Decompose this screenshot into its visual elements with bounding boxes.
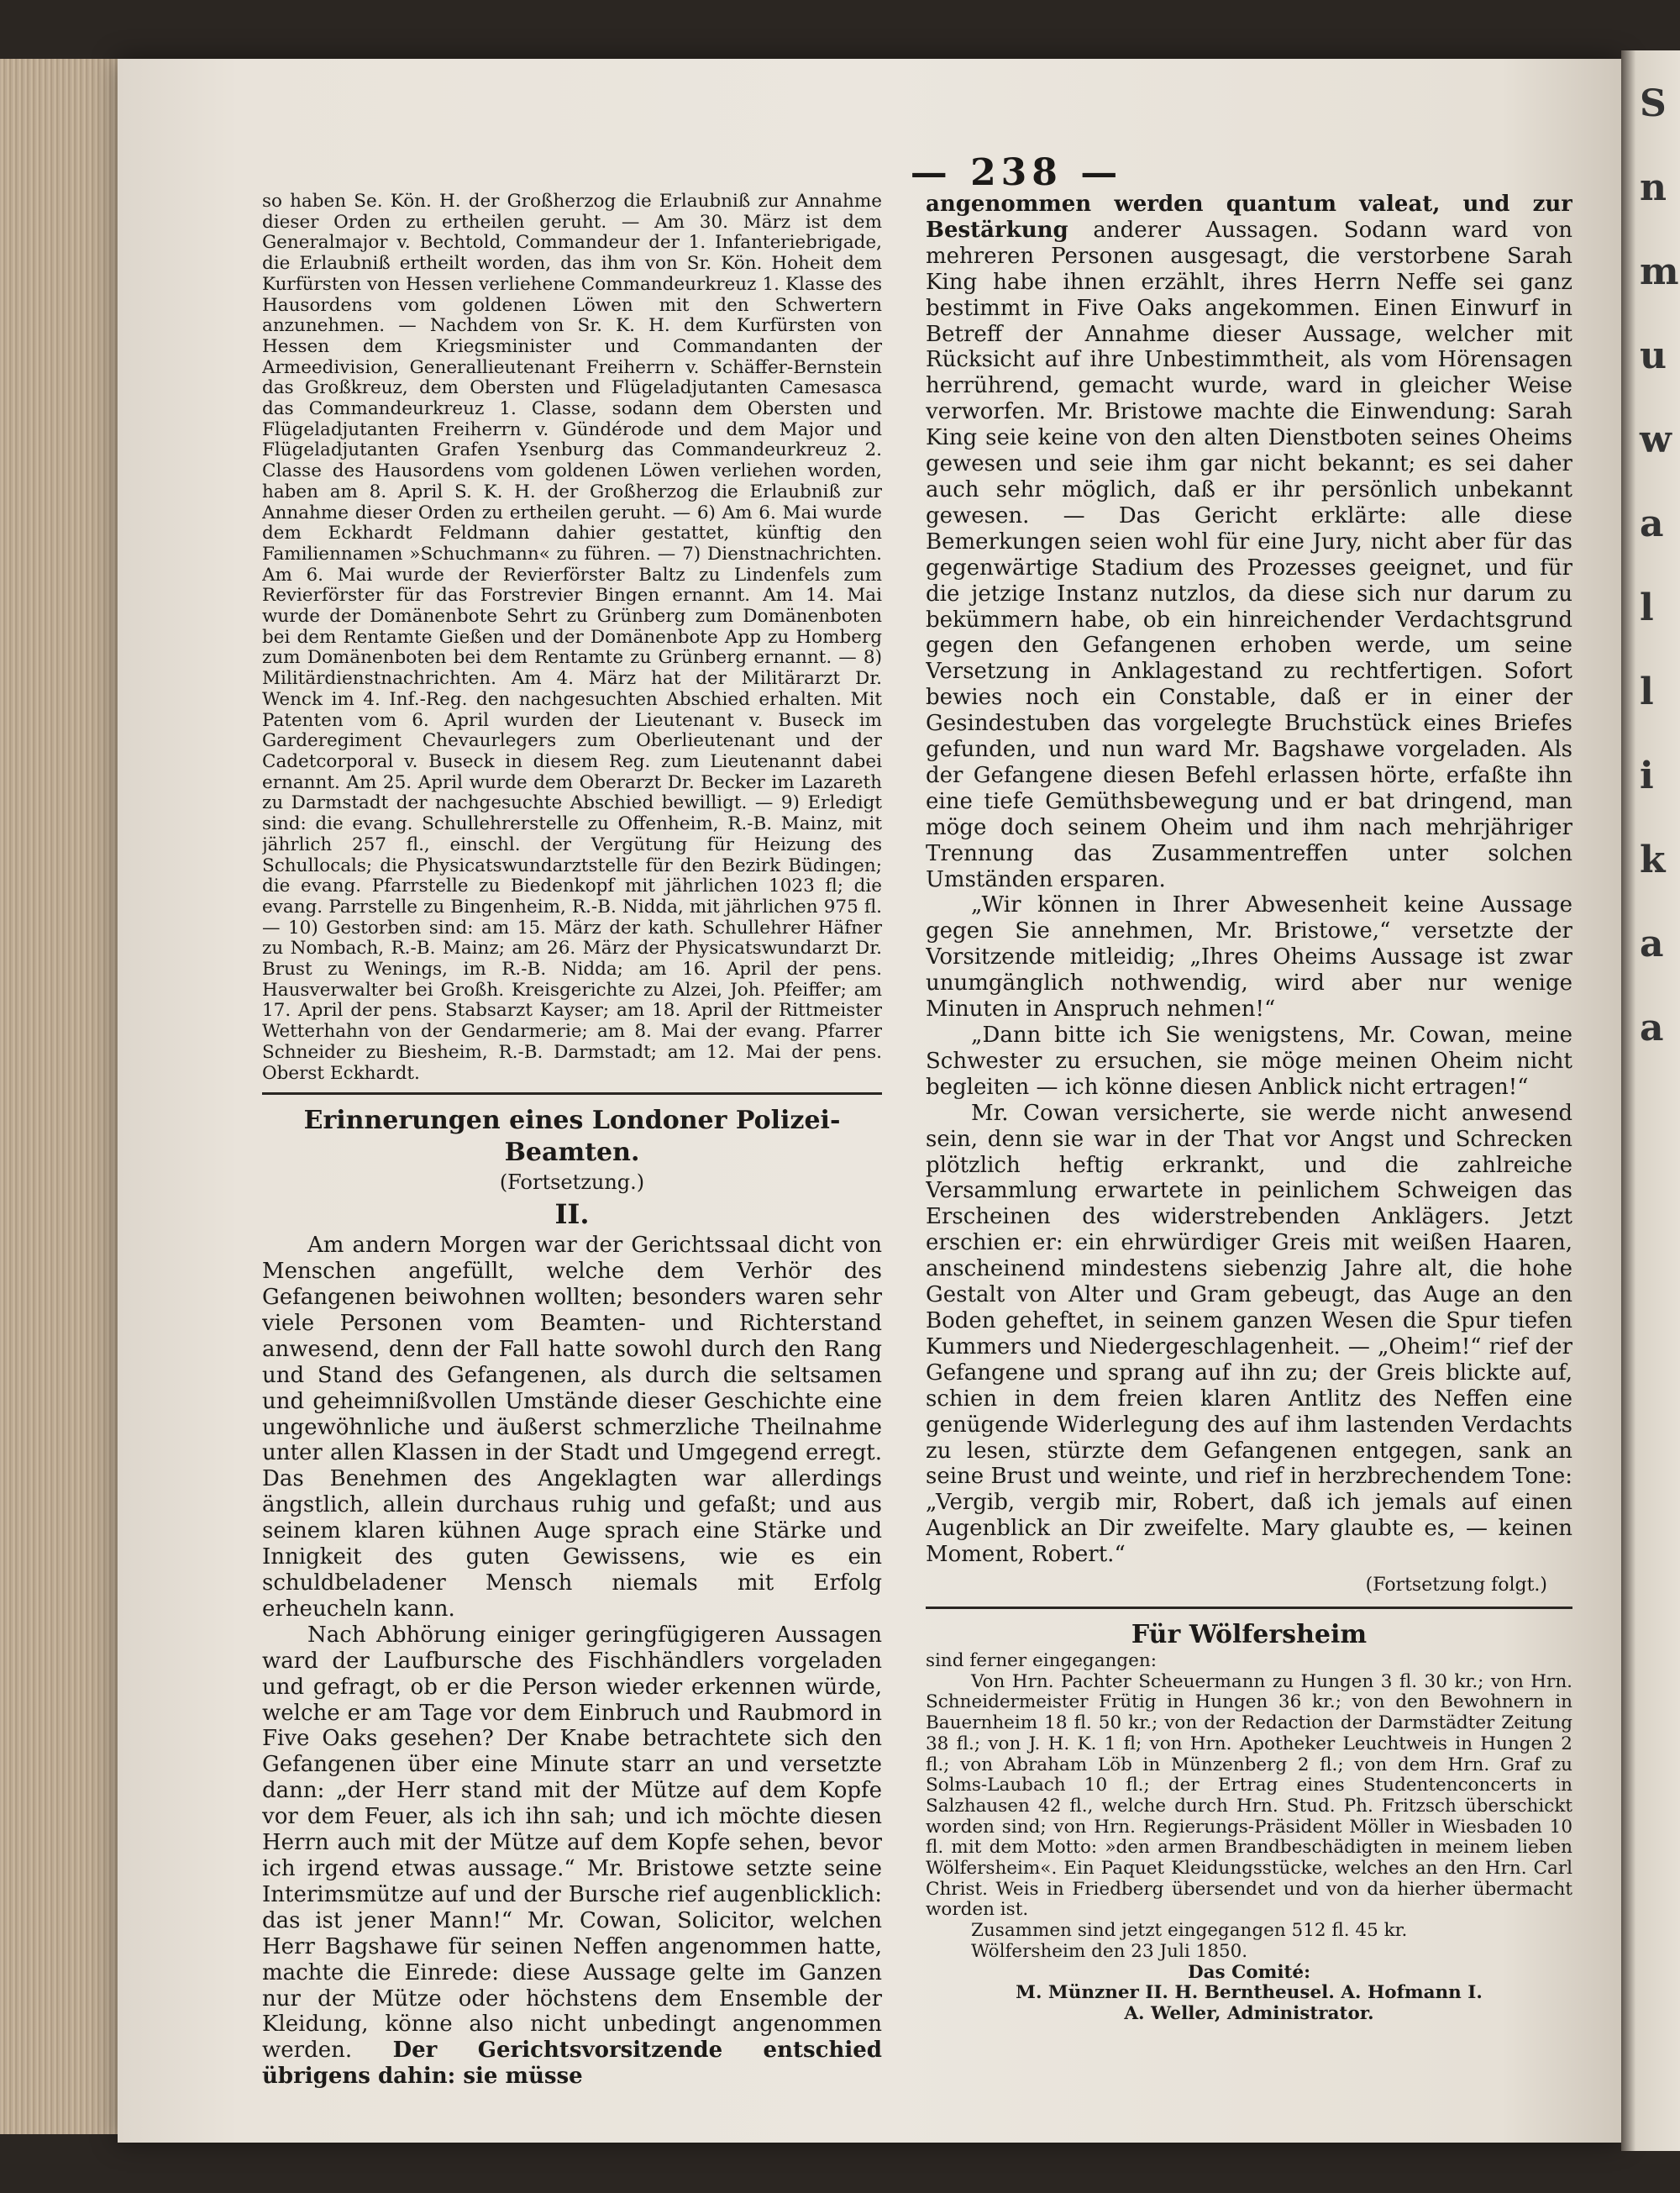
committee-label: Das Comité: <box>1187 1961 1311 1983</box>
story-paragraph <box>262 1622 882 2090</box>
story-paragraph: Mr. Cowan versicherte, sie werde nicht anwesend sein, denn sie war in der That vor Angst und Schrecken plötzlich heftig erkrankt, und die zahlreiche Versammlung erwartete in peinlichem Schweigen das Erscheinen des widerstrebenden Anklägers. Jetzt erschien er: ein ehrwürdiger Greis mit weißen Haaren, anscheinend mindestens siebenzig Jahre alt, die hohe Gestalt von Alter und Gram gebeugt, das Auge an den Boden geheftet, in seinem ganzen Wesen die Spur tiefen Kummers und Niedergeschlagenheit. — „Oheim!“ rief der Gefangene und sprang auf ihn zu; der Greis blickte auf, schien in dem freien klaren Antlitz des Neffen eine genügende Widerlegung des auf ihm lastenden Verdachts zu lesen, stürzte dem Gefangenen entgegen, sank an seine Brust und weinte, und rief in herzbrechendem Tone: „Vergib, vergib mir, Robert, daß ich jemals auf einen Augenblick an Dir zweifelte. Mary glaubte es, — keinen Moment, Robert.“ <box>926 1100 1572 1568</box>
facing-page-letter: k <box>1640 839 1666 881</box>
story-quote-paragraph: „Dann bitte ich Sie wenigstens, Mr. Cowan, meine Schwester zu ersuchen, sie möge meinen Oheim nicht begleiten — ich könne diesen Anblick nicht ertragen!“ <box>926 1023 1572 1100</box>
story-quote-paragraph: „Wir können in Ihrer Abwesenheit keine Aussage gegen Sie annehmen, Mr. Bristowe,“ versetzte der Vorsitzende mitleidig; „Ihres Oheims Aussage ist zwar unumgänglich nothwendig, wird aber nur wenige Minuten in Anspruch nehmen!“ <box>926 892 1572 1023</box>
facing-page-letter: a <box>1640 502 1664 545</box>
facing-page-letter: a <box>1640 1007 1664 1049</box>
donation-total: Zusammen sind jetzt eingegangen 512 fl. 45 kr. <box>971 1920 1408 1942</box>
committee-names: M. Münzner II. H. Berntheusel. A. Hofmann I. <box>1016 1982 1483 2004</box>
official-news-paragraph: so haben Se. Kön. H. der Großherzog die Erlaubniß zur Annahme dieser Orden zu ertheilen geruht. — Am 30. März ist dem Generalmajor v. Bechtold, Commandeur der 1. Infanteriebrigade, die Erlaubniß ertheilt worden, das ihm von Sr. Kön. Hoheit dem Kurfürsten von Hessen verliehene Commandeurkreuz 1. Klasse des Hausordens vom goldenen Löwen mit den Schwertern anzunehmen. — Nachdem von Sr. K. H. dem Kurfürsten von Hessen dem Kriegsminister und Commandanten der Armeedivision, Generallieutenant Freiherrn v. Schäffer-Bernstein das Großkreuz, dem Obersten und Flügeladjutanten Camesasca das Commandeurkreuz 1. Classe, sodann dem Obersten und Flügeladjutanten Freiherrn v. Gündérode und dem Major und Flügeladjutanten Grafen Ysenburg das Commandeurkreuz 2. Classe des Hausordens vom goldenen Löwen verliehen worden, haben am 8. April S. K. H. der Großherzog die Erlaubniß zur Annahme dieser Orden zu ertheilen geruht. — 6) Am 6. Mai wurde dem Eckhardt Feldmann dahier gestattet, künftig den Familiennamen »Schuchmann« zu führen. — 7) Dienstnachrichten. Am 6. Mai wurde der Revierförster Baltz zu Lindenfels zum Revierförster für das Forstrevier Bingen ernannt. Am 14. Mai wurde der Domänenbote Sehrt zu Grünberg zum Domänenboten bei dem Rentamte Gießen und der Domänenbote App zu Homberg zum Domänenboten bei dem Rentamte zu Grünberg ernannt. — 8) Militärdienstnachrichten. Am 4. März hat der Militärarzt Dr. Wenck im 4. Inf.-Reg. den nachgesuchten Abschied erhalten. Mit Patenten vom 6. April wurden der Lieutenant v. Buseck im Garderegiment Chevaurlegers zum Oberlieutenant und der Cadetcorporal v. Buseck in diesem Reg. zum Lieutenannt dabei ernannt. Am 25. April wurde dem Oberarzt Dr. Becker im Lazareth zu Darmstadt der nachgesuchte Abschied bewilligt. — 9) Erledigt sind: die evang. Schullehrerstelle zu Offenheim, R.-B. Mainz, mit jährlich 257 fl., einschl. der Vergütung für Heizung des Schullocals; die Physicatswundarztstelle für den Bezirk Büdingen; die evang. Pfarrstelle zu Biedenkopf mit jährlichen 1023 fl; die evang. Parrstelle zu Bingenheim, R.-B. Nidda, mit jährlichen 975 fl. — 10) Gestorben sind: am 15. März der kath. Schullehrer Häfner zu Nombach, R.-B. Mainz; am 26. März der Physicatswundarzt Dr. Brust zu Wenings, im R.-B. Nidda; am 16. April der pens. Hausverwalter bei Großh. Kreisgerichte zu Alzei, Joh. Pfeiffer; am 17. April der pens. Stabsarzt Kayser; am 18. April der Rittmeister Wetterhahn von der Gendarmerie; am 8. Mai der evang. Pfarrer Schneider zu Biesheim, R.-B. Darmstadt; am 12. Mai der pens. Oberst Eckhardt. <box>262 192 882 1084</box>
facing-page-letter: l <box>1640 586 1654 629</box>
facing-page-letter: i <box>1640 755 1654 797</box>
donation-title: Für Wölfersheim <box>1131 1620 1368 1650</box>
facing-page-letter: m <box>1640 250 1679 293</box>
story-paragraph-bold-text: angenommen werden quantum valeat, und zur Bestärkung <box>926 192 1572 243</box>
facing-page-letter: w <box>1640 418 1672 461</box>
facing-page-letter: l <box>1640 671 1654 713</box>
story-paragraph: Am andern Morgen war der Gerichtssaal dicht von Menschen angefüllt, welche dem Verhör des Gefangenen beiwohnen wollten; besonders waren sehr viele Personen vom Beamten- und Richterstand anwesend, denn der Fall hatte sowohl durch den Rang und Stand des Gefangenen, als durch die seltsamen und geheimnißvollen Umstände dieser Geschichte eine ungewöhnliche und äußerst schmerzliche Theilnahme unter allen Klassen in der Stadt und Umgegend erregt. Das Benehmen des Angeklagten war allerdings ängstlich, allein durchaus ruhig und gefaßt; und aus seinem klaren kühnen Auge sprach eine Stärke und Innigkeit des guten Gewissens, wie es ein schuldbeladener Mensch niemals mit Erfolg erheucheln kann. <box>262 1233 882 1622</box>
story-continued-note: (Fortsetzung.) <box>499 1170 645 1195</box>
story-paragraph <box>926 192 1572 892</box>
facing-page-letter: S <box>1640 82 1667 125</box>
chapter-number: II. <box>554 1198 590 1231</box>
story-paragraph-text: anderer Aussagen. Sodann ward von mehreren Personen ausgesagt, die verstorbene Sarah King habe ihnen erzählt, ihres Herrn Neffe sei ganz bestimmt in Five Oaks angekommen. Einen Einwurf in Betreff der Annahme dieser Aussage, welcher mit Rücksicht auf ihre Unbestimmtheit, als vom Hörensagen herrührend, gemacht wurde, ward in gleicher Weise verworfen. Mr. Bristowe machte die Einwendung: Sarah King seie keine von den alten Dienstboten seines Oheims gewesen und seie ihm gar nicht bekannt; es sei daher auch sehr möglich, daß er ihr persönlich unbekannt gewesen. — Das Gericht erklärte: alle diese Bemerkungen seien wohl für eine Jury, nicht aber für das gegenwärtige Stadium des Prozesses geeignet, und für die jetzige Instanz nutzlos, da diese sich nur darum zu bekümmern habe, ob ein hinreichender Verdachtsgrund gegen den Gefangenen erhoben werde, um seine Versetzung in Anklagestand zu rechtfertigen. Sofort bewies noch ein Constable, daß er in einer der Gesindestuben das vorgelegte Bruchstück eines Briefes gefunden, und nun ward Mr. Bagshawe vorgeladen. Als der Gefangene diesen Befehl erlassen hörte, erfaßte ihn eine tiefe Gemüthsbewegung und er bat dringend, man möge doch seinem Oheim und ihm nach mehrjähriger Trennung das Zusammentreffen unter solchen Umständen ersparen. <box>926 217 1572 892</box>
facing-page-letter: n <box>1640 166 1667 209</box>
story-title: Erinnerungen eines Londoner Polizei-Beamten. <box>303 1106 841 1168</box>
administrator-signature: A. Weller, Administrator. <box>1124 2002 1374 2024</box>
right-column <box>926 192 1572 2090</box>
left-column <box>262 192 882 2090</box>
donation-intro: sind ferner eingegangen: <box>926 1650 1157 1672</box>
story-to-be-continued: (Fortsetzung folgt.) <box>1365 1575 1547 1596</box>
facing-page-letter: a <box>1640 923 1664 965</box>
page-stack-edge <box>0 59 126 2134</box>
page-number: — 238 — <box>910 151 1123 194</box>
facing-page-letter: u <box>1640 334 1667 377</box>
place-and-date: Wölfersheim den 23 Juli 1850. <box>971 1940 1248 1962</box>
story-paragraph-text: Nach Abhörung einiger geringfügigeren Aussagen ward der Laufbursche des Fischhändlers vorgeladen und gefragt, ob er die Person wieder erkennen würde, welche er am Tage vor dem Einbruch und Raubmord in Five Oaks gesehen? Der Knabe betrachtete sich den Gefangenen über eine Minute starr an und versetzte dann: „der Herr stand mit der Mütze auf dem Kopfe vor dem Feuer, als ich ihn sah; und ich möchte diesen Herrn auch mit der Mütze auf dem Kopfe sehen, bevor ich irgend etwas aussage.“ Mr. Bristowe setzte seine Interimsmütze auf und der Bursche rief augenblicklich: das ist jener Mann!“ Mr. Cowan, Solicitor, welchen Herr Bagshawe für seinen Neffen angenommen hatte, machte die Einrede: diese Aussage gelte im Ganzen nur der Mütze oder höchstens dem Ensemble der Kleidung, könne also nicht unbedingt angenommen werden. <box>262 1622 882 2064</box>
facing-page-edge <box>1621 50 1680 2151</box>
story-paragraph-bold-text: Der Gerichtsvorsitzende entschied übrigens dahin: sie müsse <box>262 2038 882 2090</box>
section-divider <box>262 1092 882 1095</box>
section-divider <box>926 1607 1572 1609</box>
donation-list-paragraph: Von Hrn. Pachter Scheuermann zu Hungen 3 fl. 30 kr.; von Hrn. Schneidermeister Frütig in Hungen 36 kr.; von den Bewohnern in Bauernheim 18 fl. 50 kr.; von der Redaction der Darmstädter Zeitung 38 fl.; von J. H. K. 1 fl; von Hrn. Apotheker Leuchtweis in Hungen 2 fl.; von Abraham Löb in Münzenberg 2 fl.; von dem Hrn. Graf zu Solms-Laubach 10 fl.; der Ertrag eines Studentenconcerts in Salzhausen 42 fl., welche durch Hrn. Stud. Ph. Fritzsch überschickt worden sind; von Hrn. Regierungs-Präsident Möller in Wiesbaden 10 fl. mit dem Motto: »den armen Brandbeschädigten in meinem lieben Wölfersheim«. Ein Paquet Kleidungsstücke, welches an den Hrn. Carl Christ. Weis in Friedberg übersendet und von da hierher übermacht worden ist. <box>926 1670 1572 1921</box>
